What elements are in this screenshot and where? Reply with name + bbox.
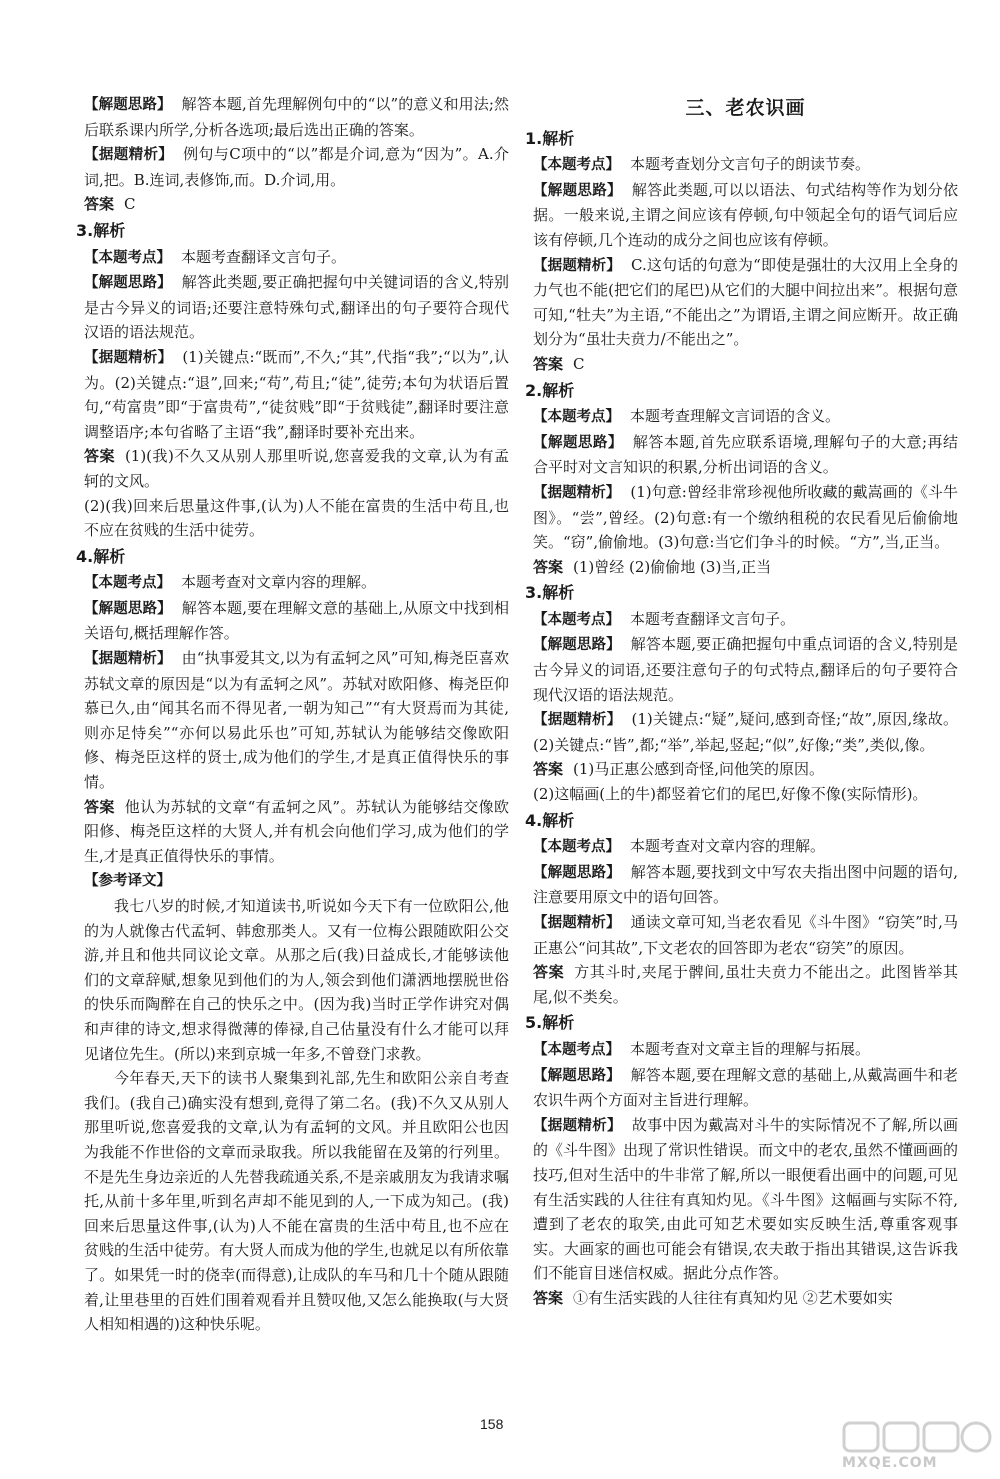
section-label: 【解题思路】 (533, 182, 622, 199)
text-paragraph (84, 894, 509, 1066)
section-label: 【据题精析】 (533, 712, 622, 729)
text-paragraph (84, 646, 509, 795)
paragraph-text: 解答本题,要正确把握句中重点词语的含义,特别是古今异义的词语,还要注意句子的句式特点,翻译后的句子要符合现代汉语的语法规范。 (533, 635, 959, 704)
paragraph-text: 今年春天,天下的读书人聚集到礼部,先生和欧阳公亲自考查我们。(我自己)确实没有想到,竟得了第二名。(我)不久又从别人那里听说,您喜爱我的文章,认为有孟轲的文风。并且欧阳公也因为我能不作世俗的文章而录取我。所以我能留在及第的行列里。不是先生身边亲近的人先替我疏通关系,不是亲戚朋友为我请求嘱托,从前十多年里,听到名声却不能见到的人,一下成为知己。(我)回来后思量这件事,(认为)人不能在富贵的生活中苟且,也不应在贫贱的生活中徒劳。有大贤人而成为他的学生,也就足以有所依靠了。如果凭一时的侥幸(而得意),让成队的车马和几十个随从跟随着,让里巷里的百姓们围着观看并且赞叹他,又怎么能换取(与大贤人相知相遇的)这种快乐呢。 (84, 1069, 509, 1334)
answer-label: 答案 (84, 195, 115, 214)
section-label: 【解题思路】 (84, 275, 172, 292)
text-paragraph (84, 270, 509, 345)
text-paragraph (84, 570, 509, 596)
text-paragraph (533, 860, 958, 910)
question-heading: 3.解析 (525, 583, 575, 603)
answer-paragraph (533, 352, 958, 377)
section-label: 【据题精析】 (84, 651, 172, 668)
question-heading: 4.解析 (525, 810, 575, 830)
text-paragraph (84, 494, 509, 543)
section-label: 【据题精析】 (84, 147, 174, 164)
paragraph-text: 由“执事爱其文,以为有孟轲之风”可知,梅尧臣喜欢苏轼文章的原因是“以为有孟轲之风”。苏轼对欧阳修、梅尧臣仰慕已久,由“闻其名而不得见者,一朝为知己”“有大贤焉而为其徒,则亦足恃矣”“亦何以易此乐也”可知,苏轼认为能够结交像欧阳修、梅尧臣这样的贤士,成为他们的学生,才是真正值得快乐的事情。 (84, 649, 509, 792)
paragraph-text: 解答本题,首先应联系语境,理解句子的大意;再结合平时对文言知识的积累,分析出词语的含义。 (533, 432, 959, 477)
answer-paragraph (533, 555, 958, 580)
text-paragraph (533, 178, 958, 253)
text-paragraph (533, 1037, 958, 1063)
text-paragraph (533, 404, 958, 430)
left-column (76, 92, 510, 1337)
answer-label: 答案 (533, 760, 564, 779)
section-title: 三、老农识画 (685, 97, 806, 119)
paragraph-text: 本题考查对文章内容的理解。 (181, 573, 377, 592)
text-paragraph (533, 910, 958, 960)
section-label: 【本题考点】 (533, 611, 620, 628)
text-paragraph (84, 92, 509, 142)
paragraph-text: (1)关键点:“既而”,不久;“其”,代指“我”;“以为”,认为。(2)关键点:“退”,回来;“苟”,苟且;“徒”,徒劳;本句为状语后置句,“苟富贵”即“于富贵苟”,“徒贫贱”即“于贫贱徒”,翻译时要注意调整语序;本句省略了主语“我”,翻译时要补充出来。 (84, 347, 510, 441)
section-label: 【据题精析】 (533, 1117, 622, 1134)
paragraph-text: 通读文章可知,当老农看见《斗牛图》“窃笑”时,马正惠公“问其故”,下文老农的回答即为老农“窃笑”的原因。 (533, 913, 958, 957)
paragraph-text: 他认为苏轼的文章“有孟轲之风”。苏轼认为能够结交像欧阳修、梅尧臣这样的大贤人,并有机会向他们学习,成为他们的学生,才是真正值得快乐的事情。 (84, 797, 509, 865)
text-paragraph (533, 632, 958, 707)
answer-label: 答案 (84, 797, 115, 816)
text-paragraph (533, 782, 958, 807)
watermark (842, 1419, 994, 1471)
answer-paragraph (84, 444, 509, 493)
section-label: 【本题考点】 (533, 409, 620, 426)
text-paragraph (84, 345, 509, 444)
paragraph-text: (1)句意:曾经非常珍视他所收藏的戴嵩画的《斗牛图》。“尝”,曾经。(2)句意:有一个缴纳租税的农民看见后偷偷地笑。“窃”,偷偷地。(3)句意:当它们争斗的时候。“方”,当,正当。 (533, 482, 958, 552)
section-label: 【解题思路】 (533, 434, 623, 451)
right-column (525, 92, 959, 1311)
question-heading: 2.解析 (525, 380, 575, 400)
text-paragraph (533, 707, 958, 757)
section-label: 【解题思路】 (533, 637, 621, 654)
paragraph-text: 本题考查划分文言句子的朗读节奏。 (630, 155, 871, 174)
paragraph-text: 我七八岁的时候,才知道读书,听说如今天下有一位欧阳公,他的为人就像古代孟轲、韩愈那类人。又有一位梅公跟随欧阳公交游,并且和他共同议论文章。从那之后(我)日益成长,才能够读他们的文章辞赋,想象见到他们的为人,领会到他们潇洒地摆脱世俗的快乐而陶醉在自己的快乐之中。(因为我)当时正学作讲究对偶和声律的诗文,想求得微薄的俸禄,自己估量没有什么才能可以拜见诸位先生。(所以)来到京城一年多,不曾登门求教。 (84, 897, 509, 1063)
text-paragraph (84, 1066, 509, 1337)
answer-paragraph (533, 1286, 958, 1311)
text-paragraph (533, 480, 958, 555)
answer-paragraph (533, 960, 958, 1009)
paragraph-text: 本题考查对文章内容的理解。 (630, 837, 826, 856)
paragraph-text: C.这句话的句意为“即使是强壮的大汉用上全身的力气也不能(把它们的尾巴)从它们的大腿中间拉出来”。根据句意可知,“牡夫”为主语,“不能出之”为谓语,主谓之间应断开。故正确划分为“虽壮夫贲力/不能出之”。 (533, 255, 958, 349)
paragraph-text: (2)这幅画(上的牛)都竖着它们的尾巴,好像不像(实际情形)。 (533, 785, 928, 804)
section-label: 【参考译文】 (84, 873, 171, 890)
paragraph-text: 本题考查翻译文言句子。 (630, 609, 796, 628)
section-label: 【据题精析】 (84, 349, 173, 366)
text-paragraph (533, 607, 958, 633)
answer-label: 答案 (533, 1288, 564, 1307)
answer-label: 答案 (533, 354, 564, 373)
paragraph-text: 本题考查对文章主旨的理解与拓展。 (630, 1039, 871, 1058)
answer-label: 答案 (533, 557, 564, 576)
answer-paragraph (84, 192, 509, 217)
section-label: 【据题精析】 (533, 484, 621, 501)
section-label: 【本题考点】 (533, 839, 620, 856)
paragraph-text: (1)曾经 (2)偷偷地 (3)当,正当 (573, 557, 772, 576)
paragraph-text: 本题考查翻译文言句子。 (181, 247, 347, 266)
section-label: 【解题思路】 (84, 97, 172, 113)
section-label: 【解题思路】 (533, 1067, 621, 1084)
paragraph-text: 本题考查理解文言词语的含义。 (630, 407, 841, 426)
page-number: 158 (480, 1416, 504, 1432)
right-column-body (525, 127, 959, 1311)
text-paragraph (533, 152, 958, 178)
watermark-text: MXQE.COM (842, 1455, 938, 1471)
paragraph-text: 方其斗时,夹尾于髀间,虽壮夫贲力不能出之。此图皆举其尾,似不类矣。 (533, 963, 958, 1006)
section-label: 【本题考点】 (84, 249, 171, 266)
section-label: 【本题考点】 (533, 157, 620, 174)
answer-paragraph (533, 757, 958, 782)
text-paragraph (533, 430, 958, 480)
section-label: 【本题考点】 (84, 575, 171, 592)
paragraph-text: 解答此类题,可以以语法、句式结构等作为划分依据。一般来说,主谓之间应该有停顿,句中领起全句的语气词后应该有停顿,几个连动的成分之间也应该有停顿。 (533, 180, 958, 249)
section-label: 【解题思路】 (533, 864, 621, 881)
watermark-logo-icon (842, 1419, 994, 1453)
question-heading: 3.解析 (76, 220, 126, 240)
paragraph-text: C (124, 195, 136, 214)
paragraph-text: C (573, 354, 585, 373)
paragraph-text: ①有生活实践的人往往有真知灼见 ②艺术要如实 (573, 1288, 893, 1307)
section-label: 【据题精析】 (533, 257, 622, 274)
text-paragraph (84, 142, 509, 192)
paragraph-text: 解答本题,要在理解文意的基础上,从原文中找到相关语句,概括理解作答。 (84, 598, 510, 643)
section-label: 【据题精析】 (533, 915, 621, 931)
paragraph-text: (2)(我)回来后思量这件事,(认为)人不能在富贵的生活中苟且,也不应在贫贱的生活中徒劳。 (84, 496, 509, 540)
paragraph-text: (1)马正惠公感到奇怪,问他笑的原因。 (573, 760, 825, 779)
text-paragraph (84, 868, 509, 894)
paragraph-text: (1)关键点:“疑”,疑问,感到奇怪;“故”,原因,缘故。(2)关键点:“皆”,都;“举”,举起,竖起;“似”,好像;“类”,类似,像。 (533, 710, 959, 754)
answer-label: 答案 (533, 963, 565, 982)
question-heading: 1.解析 (525, 128, 575, 148)
answer-label: 答案 (84, 447, 115, 466)
paragraph-text: 故事中因为戴嵩对斗牛的实际情况不了解,所以画的《斗牛图》出现了常识性错误。而文中的老农,虽然不懂画画的技巧,但对生活中的牛非常了解,所以一眼便看出画中的问题,可见有生活实践的人往往有真知灼见。《斗牛图》这幅画与实际不符,遭到了老农的取笑,由此可知艺术要如实反映生活,尊重客观事实。大画家的画也可能会有错误,农夫敢于指出其错误,这告诉我们不能盲目迷信权威。据此分点作答。 (533, 1115, 958, 1283)
paragraph-text: (1)(我)不久又从别人那里听说,您喜爱我的文章,认为有孟轲的文风。 (84, 447, 509, 490)
text-paragraph (533, 1113, 958, 1286)
text-paragraph (533, 834, 958, 860)
question-heading: 5.解析 (525, 1013, 575, 1033)
paragraph-text: 解答本题,要找到文中写农夫指出图中问题的语句,注意要用原文中的语句回答。 (533, 862, 959, 907)
text-paragraph (84, 596, 509, 646)
paragraph-text: 解答本题,首先理解例句中的“以”的意义和用法;然后联系课内所学,分析各选项;最后选出正确的答案。 (84, 95, 509, 139)
text-paragraph (533, 1063, 958, 1113)
paragraph-text: 例句与C项中的“以”都是介词,意为“因为”。A.介词,把。B.连词,表修饰,而。D.介词,用。 (84, 145, 509, 189)
paragraph-text: 解答本题,要在理解文意的基础上,从戴嵩画牛和老农识牛两个方面对主旨进行理解。 (533, 1065, 959, 1110)
section-label: 【解题思路】 (84, 600, 172, 617)
paragraph-text: 解答此类题,要正确把握句中关键词语的含义,特别是古今异义的词语;还要注意特殊句式,翻译出的句子要符合现代汉语的语法规范。 (84, 273, 510, 342)
answer-paragraph (84, 795, 509, 869)
text-paragraph (84, 245, 509, 271)
question-heading: 4.解析 (76, 546, 126, 566)
text-paragraph (533, 253, 958, 352)
section-label: 【本题考点】 (533, 1041, 620, 1058)
